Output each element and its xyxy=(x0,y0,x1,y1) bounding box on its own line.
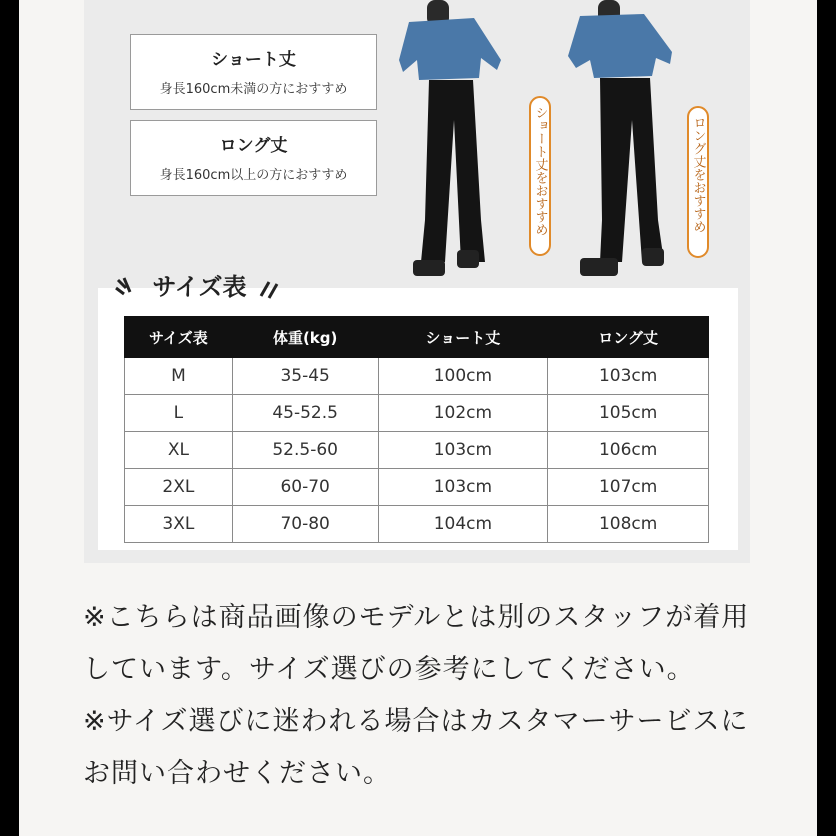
size-section-heading xyxy=(114,267,285,302)
short-length-header: ショート丈 xyxy=(378,317,548,358)
short-length-cell: 100cm xyxy=(378,358,548,395)
long-length-description: 身長160cm以上の方におすすめ xyxy=(159,168,348,183)
table-row xyxy=(125,469,709,506)
long-length-cell: 108cm xyxy=(548,506,709,543)
short-length-badge-text: ショート丈をおすすめ xyxy=(532,106,548,236)
long-length-cell: 105cm xyxy=(548,395,709,432)
short-length-cell: 103cm xyxy=(378,469,548,506)
size-table-header-row xyxy=(125,317,709,358)
sparkle-right-icon xyxy=(255,276,285,300)
long-length-header: ロング丈 xyxy=(548,317,709,358)
table-row xyxy=(125,395,709,432)
long-length-badge-text: ロング丈をおすすめ xyxy=(690,116,706,233)
weight-header: 体重(kg) xyxy=(232,317,378,358)
long-length-title: ロング丈 xyxy=(219,136,288,156)
short-length-title: ショート丈 xyxy=(211,50,296,70)
product-image-panel xyxy=(84,0,750,563)
short-length-badge xyxy=(529,96,551,256)
size-cell: XL xyxy=(125,432,233,469)
short-length-cell: 104cm xyxy=(378,506,548,543)
weight-cell: 70-80 xyxy=(232,506,378,543)
table-row xyxy=(125,358,709,395)
size-cell: 3XL xyxy=(125,506,233,543)
short-length-option-box xyxy=(130,34,377,110)
size-header: サイズ表 xyxy=(125,317,233,358)
size-table xyxy=(124,316,709,543)
size-cell: 2XL xyxy=(125,469,233,506)
model-short-figure xyxy=(399,0,509,282)
long-length-cell: 103cm xyxy=(548,358,709,395)
model-long-figure xyxy=(560,0,675,282)
notes-section xyxy=(83,592,763,800)
note-contact-text: ※サイズ選びに迷われる場合はカスタマーサービスにお問い合わせください。 xyxy=(83,706,749,789)
size-cell: M xyxy=(125,358,233,395)
short-length-description: 身長160cm未満の方におすすめ xyxy=(159,82,348,97)
long-length-option-box xyxy=(130,120,377,196)
weight-cell: 45-52.5 xyxy=(232,395,378,432)
short-length-cell: 102cm xyxy=(378,395,548,432)
note-model-text: ※こちらは商品画像のモデルとは別のスタッフが着用しています。サイズ選びの参考にしてください。 xyxy=(83,602,750,685)
weight-cell: 52.5-60 xyxy=(232,432,378,469)
weight-cell: 60-70 xyxy=(232,469,378,506)
short-length-cell: 103cm xyxy=(378,432,548,469)
long-length-cell: 107cm xyxy=(548,469,709,506)
weight-cell: 35-45 xyxy=(232,358,378,395)
size-table-card xyxy=(98,288,738,550)
table-row xyxy=(125,506,709,543)
long-length-badge xyxy=(687,106,709,258)
size-section-title: サイズ表 xyxy=(152,273,247,301)
table-row xyxy=(125,432,709,469)
sparkle-left-icon xyxy=(114,276,144,300)
size-cell: L xyxy=(125,395,233,432)
screen xyxy=(19,0,817,836)
long-length-cell: 106cm xyxy=(548,432,709,469)
